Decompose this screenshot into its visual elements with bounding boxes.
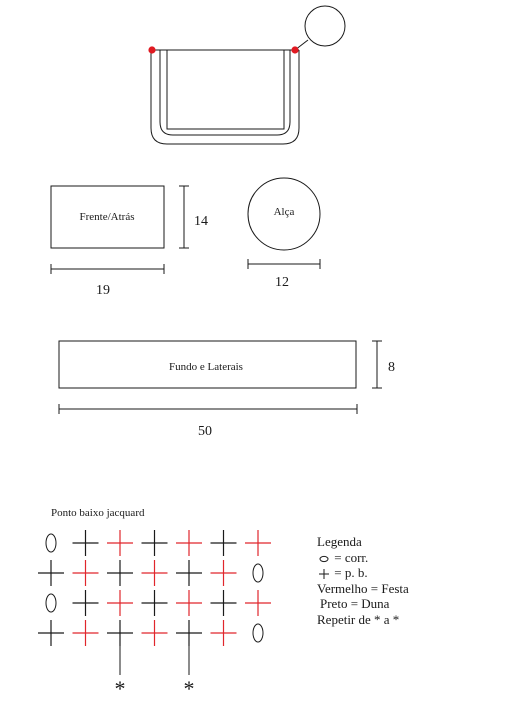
black-single-crochet: [176, 560, 202, 586]
black-single-crochet: [176, 620, 202, 646]
chain-icon: [317, 554, 331, 564]
chain-stitch: [46, 594, 56, 612]
black-single-crochet: [38, 560, 64, 586]
black-single-crochet: [142, 530, 168, 556]
red-single-crochet: [245, 590, 271, 616]
red-single-crochet: [211, 620, 237, 646]
bag-front-panel: [167, 50, 284, 129]
handle-piece: [248, 178, 320, 290]
red-single-crochet: [73, 560, 99, 586]
legend-repeat: Repetir de * a *: [317, 611, 400, 627]
front-back-label: Frente/Atrás: [79, 211, 135, 223]
attach-point-left: [148, 46, 155, 53]
black-single-crochet: [38, 620, 64, 646]
red-single-crochet: [176, 590, 202, 616]
black-single-crochet: [211, 530, 237, 556]
legend: [317, 534, 409, 627]
front-back-height: 14: [194, 214, 208, 229]
black-single-crochet: [73, 590, 99, 616]
black-single-crochet: [142, 590, 168, 616]
red-single-crochet: [107, 590, 133, 616]
chart-title: Ponto baixo jacquard: [51, 507, 145, 519]
stitch-chart: [38, 530, 271, 646]
black-single-crochet: [73, 530, 99, 556]
attach-point-right: [291, 46, 298, 53]
bottom-sides-label: Fundo e Laterais: [169, 361, 243, 373]
chain-stitch: [253, 624, 263, 642]
bag-sketch: [151, 6, 345, 144]
bag-inner-side-left: [160, 50, 290, 135]
bag-outer-outline: [151, 50, 299, 144]
black-single-crochet: [107, 560, 133, 586]
front-back-width: 19: [96, 283, 110, 298]
legend-sc-text: = p. b.: [334, 565, 368, 580]
legend-chain-row: [317, 550, 409, 566]
legend-red: Vermelho = Festa: [317, 580, 409, 596]
legend-black: Preto = Duna: [320, 596, 390, 611]
red-single-crochet: [73, 620, 99, 646]
red-single-crochet: [142, 560, 168, 586]
handle-label: Alça: [273, 206, 295, 218]
repeat-markers: [115, 646, 195, 701]
bottom-sides-height: 8: [388, 360, 395, 375]
chain-stitch: [253, 564, 263, 582]
legend-title: Legenda: [317, 534, 362, 549]
chain-stitch: [46, 534, 56, 552]
bottom-sides-piece: [59, 341, 395, 439]
handle-circle: [305, 6, 345, 46]
red-single-crochet: [176, 530, 202, 556]
red-single-crochet: [245, 530, 271, 556]
legend-chain-text: = corr.: [334, 549, 369, 565]
repeat-asterisk: *: [114, 676, 126, 701]
single-crochet-icon: [317, 568, 331, 580]
front-back-piece: [51, 186, 208, 298]
handle-diameter: 12: [275, 275, 289, 290]
red-single-crochet: [211, 560, 237, 586]
legend-sc-row: [317, 565, 409, 581]
bottom-sides-width: 50: [198, 424, 212, 439]
black-single-crochet: [211, 590, 237, 616]
repeat-asterisk: *: [183, 676, 195, 701]
red-single-crochet: [107, 530, 133, 556]
red-single-crochet: [142, 620, 168, 646]
black-single-crochet: [107, 620, 133, 646]
